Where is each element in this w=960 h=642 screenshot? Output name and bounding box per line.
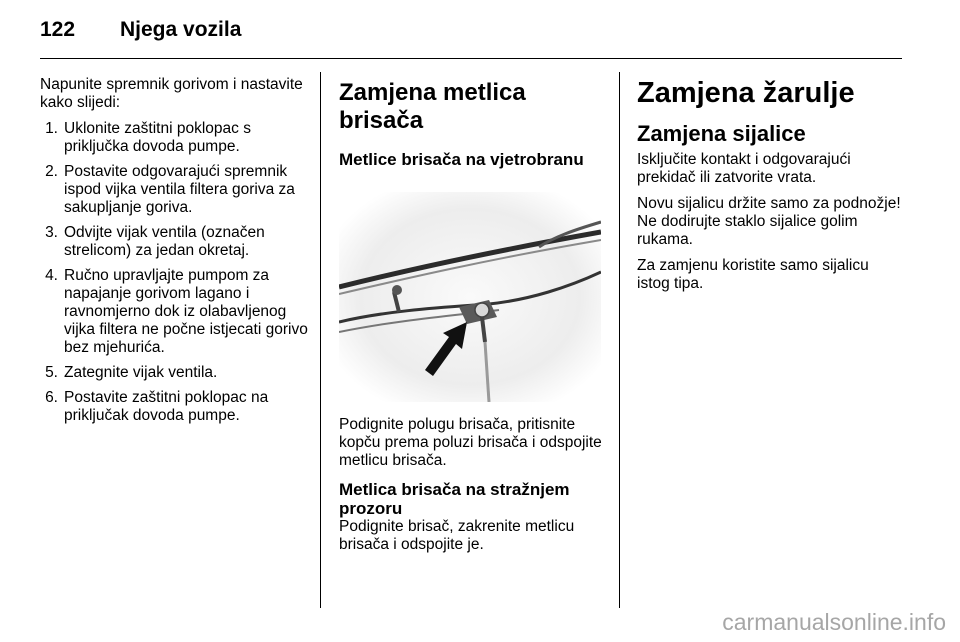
step-item [40,224,312,260]
windscreen-wiper-text: Podignite polugu brisača, pritisnite kopču prema poluzi brisača i odspojite metlicu brisača. [339,416,602,469]
wiper-heading: Zamjena metlica brisača [339,79,526,134]
step-text: Postavite zaštitni poklopac na priključak dovoda pumpe. [64,389,269,424]
steps-list [40,120,312,425]
bulb-heading: Zamjena žarulje [637,77,855,109]
step-item [40,120,312,156]
column-bulb-replacement [637,76,905,301]
column-divider-2 [619,72,620,608]
step-text: Postavite odgovarajući spremnik ispod vijka ventila filtera goriva za sakupljanje goriva. [64,163,295,216]
watermark: carmanualsonline.info [722,609,946,635]
bulb-text: Isključite kontakt i odgovarajući prekidač ili zatvorite vrata. [637,151,851,186]
windscreen-wiper-subheading: Metlice brisača na vjetrobranu [339,150,584,169]
step-item [40,389,312,425]
header-divider [40,58,902,59]
bulb-text: Novu sijalicu držite samo za podnožje! Ne dodirujte staklo sijalice golim rukama. [637,195,901,248]
column-wiper-blades [339,76,607,562]
step-item [40,267,312,357]
rear-wiper-subheading: Metlica brisača na stražnjem prozoru [339,480,570,518]
step-text: Zategnite vijak ventila. [64,364,218,381]
wiper-blade-illustration [339,192,601,402]
step-number: 4. [45,267,58,284]
step-item [40,364,312,382]
intro-text: Napunite spremnik gorivom i nastavite kako slijedi: [40,76,303,111]
page-number: 122 [40,18,76,41]
step-number: 1. [45,120,58,137]
step-number: 2. [45,163,58,180]
step-text: Odvijte vijak ventila (označen strelicom) za jedan okretaj. [64,224,265,259]
column-divider-1 [320,72,321,608]
bulb-text: Za zamjenu koristite samo sijalicu istog tipa. [637,257,869,292]
step-text: Uklonite zaštitni poklopac s priključka dovoda pumpe. [64,120,251,155]
column-fuel-bleeding [40,76,312,432]
step-number: 6. [45,389,58,406]
step-text: Ručno upravljajte pumpom za napajanje gorivom lagano i ravnomjerno dok iz olabavljenog vijka filtera ne počne istjecati gorivo bez mjehurića. [64,267,308,356]
bulb-subheading: Zamjena sijalice [637,121,806,146]
step-item [40,163,312,217]
step-number: 5. [45,364,58,381]
section-title: Njega vozila [120,18,242,41]
rear-wiper-text: Podignite brisač, zakrenite metlicu brisača i odspojite je. [339,518,575,553]
step-number: 3. [45,224,58,241]
